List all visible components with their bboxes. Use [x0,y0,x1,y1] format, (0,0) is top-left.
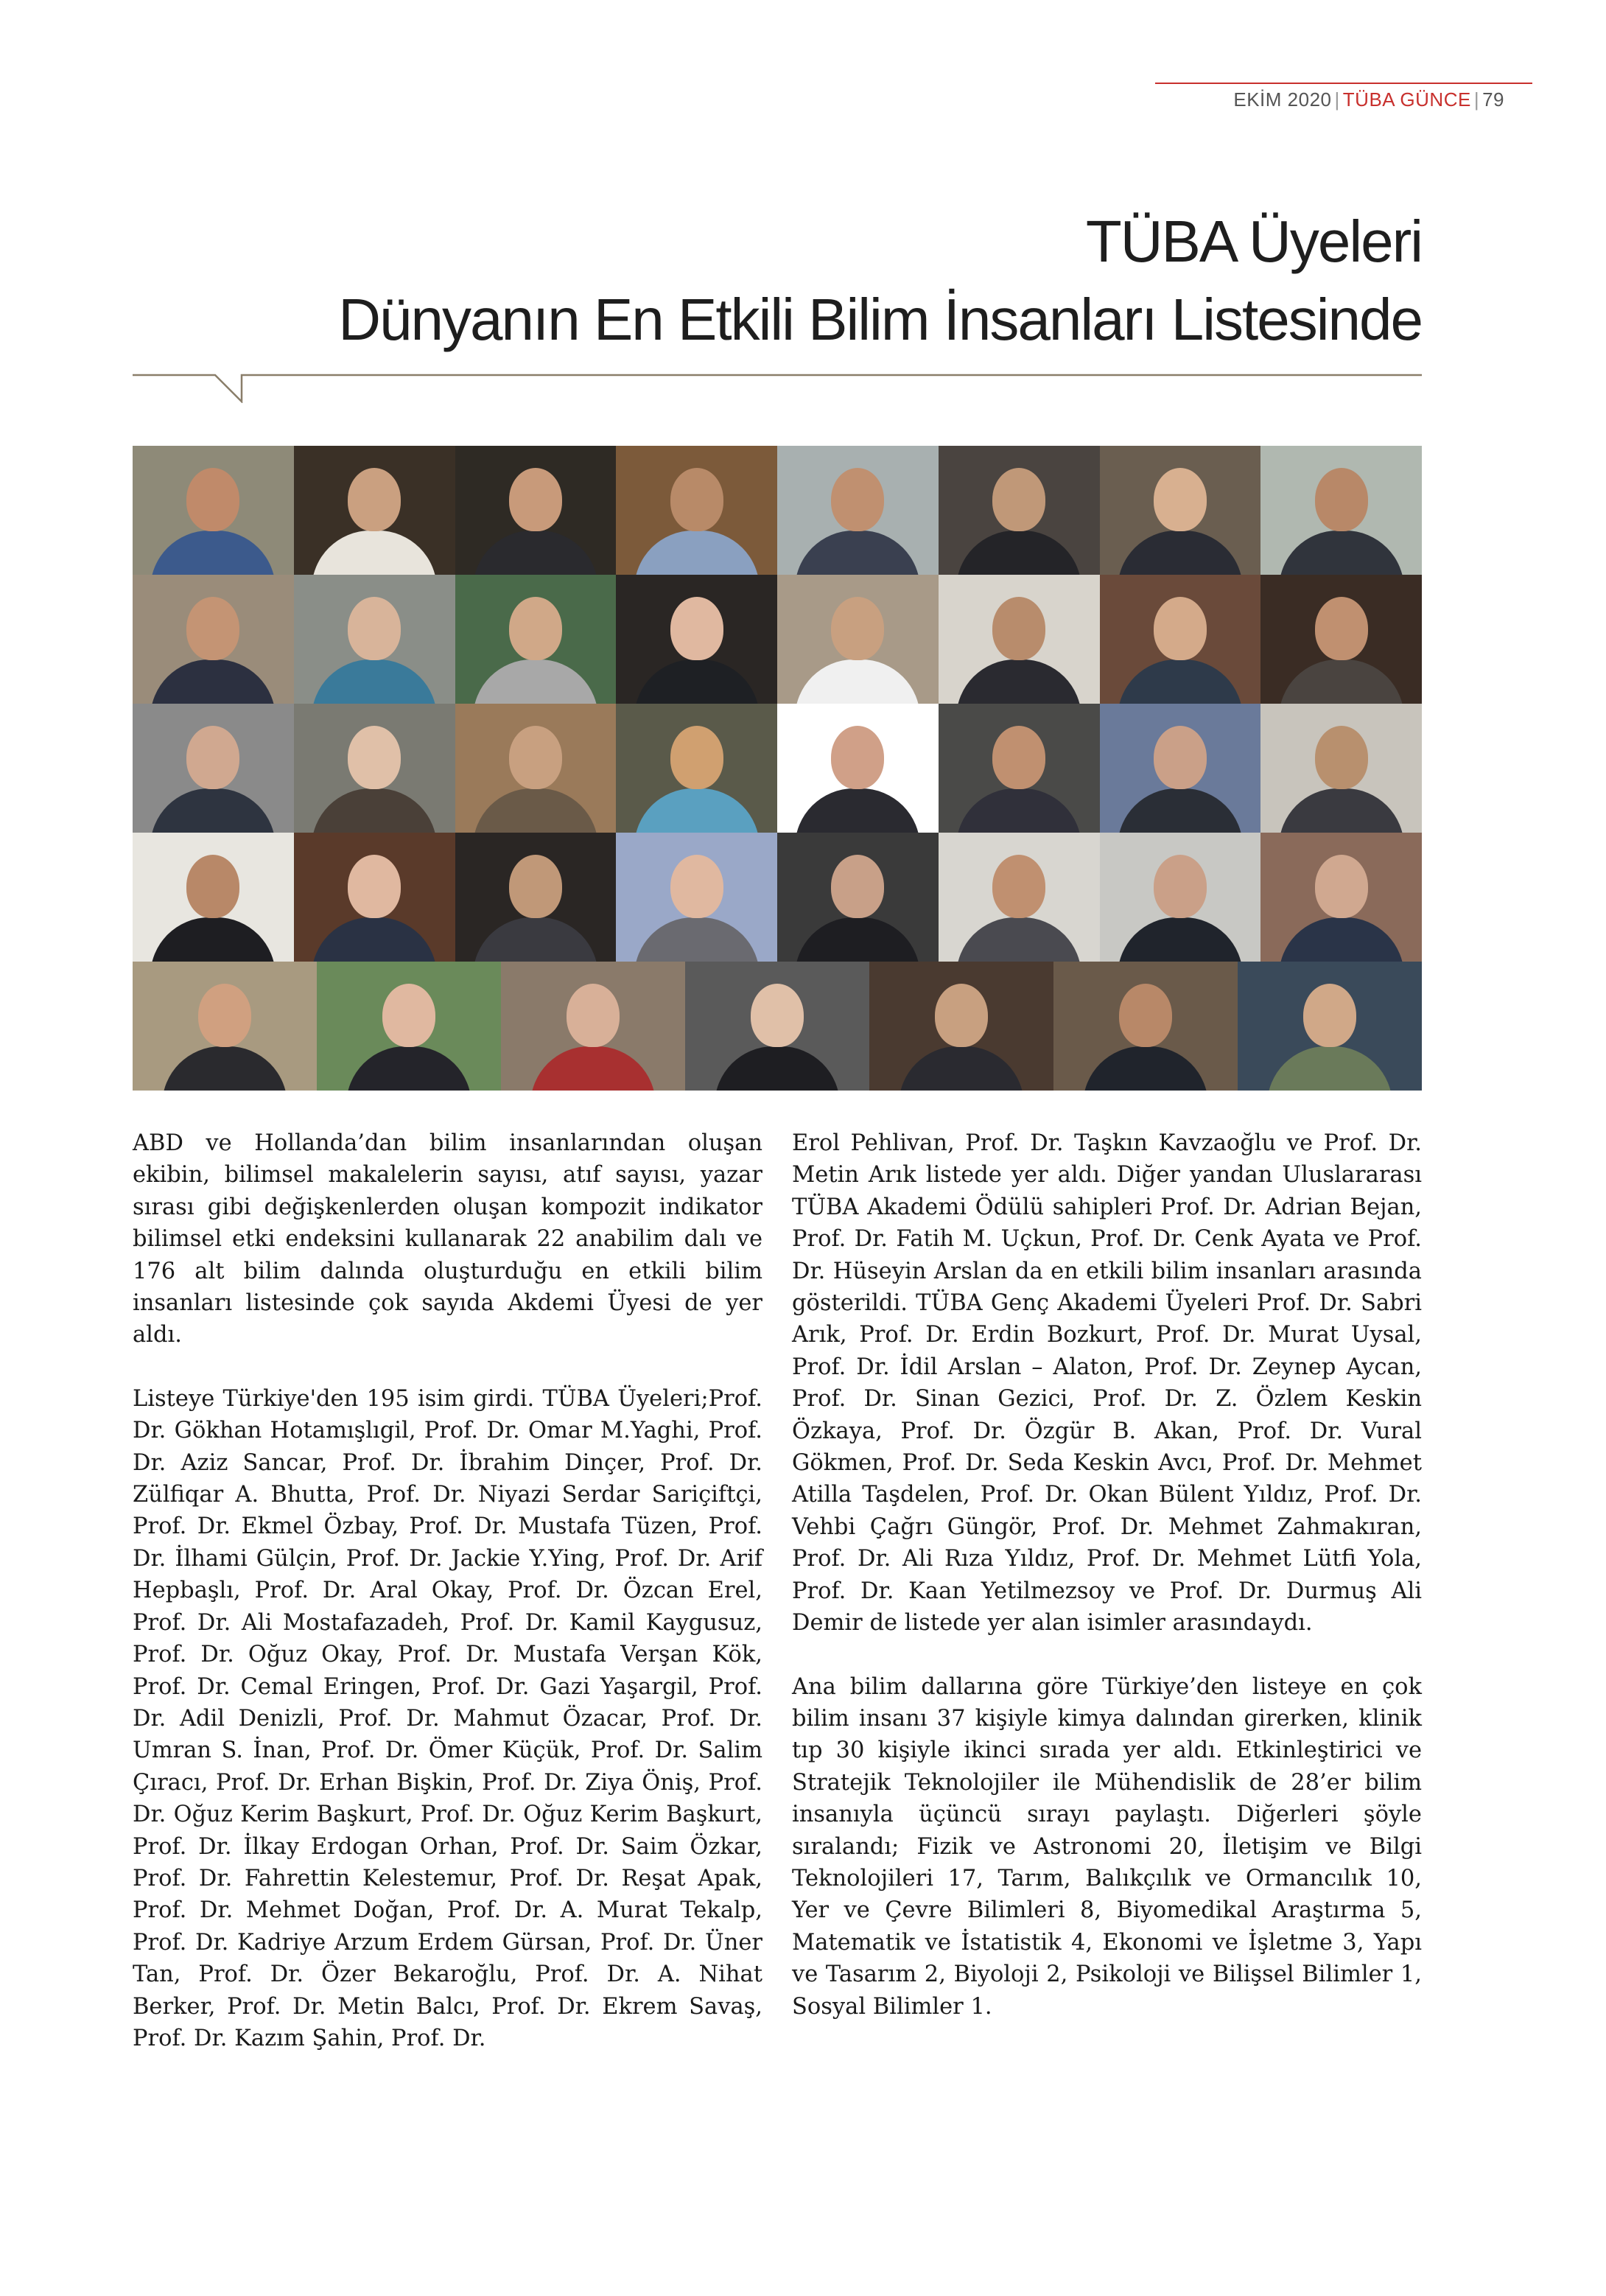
member-portrait [616,446,777,575]
portrait-shoulders [956,659,1081,704]
portrait-shoulders [150,788,276,833]
portrait-head [992,855,1045,918]
portrait-shoulders [956,788,1081,833]
portrait-shoulders [1279,917,1404,962]
portrait-shoulders [346,1046,471,1091]
portrait-head [670,597,723,660]
portrait-head [1154,468,1207,531]
title-callout-rule [133,374,1423,403]
member-portrait [1053,962,1238,1091]
portrait-head [992,597,1045,660]
portrait-shoulders [634,917,760,962]
title-line-2: Dünyanın En Etkili Bilim İnsanları Listesinde [338,287,1422,352]
portrait-shoulders [1118,659,1243,704]
portrait-shoulders [162,1046,287,1091]
member-portrait [1100,833,1261,962]
portrait-shoulders [1267,1046,1392,1091]
portrait-shoulders [634,788,760,833]
member-portrait [616,704,777,833]
running-head [1233,88,1504,111]
portrait-shoulders [530,1046,656,1091]
photo-row [133,446,1422,575]
portrait-shoulders [1118,531,1243,575]
portrait-shoulders [795,659,920,704]
member-portrait [455,704,617,833]
portrait-head [186,597,239,660]
portrait-head [1315,726,1368,789]
portrait-shoulders [473,917,598,962]
header-separator: | [1334,88,1340,111]
member-portrait [939,575,1100,704]
portrait-shoulders [473,788,598,833]
magazine-name: TÜBA GÜNCE [1342,88,1471,111]
issue-month: EKİM 2020 [1233,88,1332,111]
portrait-head [992,726,1045,789]
portrait-head [1154,726,1207,789]
portrait-head [831,855,884,918]
member-portrait [939,833,1100,962]
member-portrait [317,962,501,1091]
title-line-1: TÜBA Üyeleri [1085,209,1422,274]
article-title [338,203,1422,359]
portrait-head [348,855,401,918]
member-portrait [1100,575,1261,704]
text-column-right [792,1127,1422,2054]
member-portrait [455,833,617,962]
portrait-head [198,984,251,1047]
portrait-head [509,597,562,660]
portrait-shoulders [899,1046,1024,1091]
portrait-head [831,468,884,531]
member-portrait [294,833,455,962]
portrait-head [509,468,562,531]
portrait-head [348,468,401,531]
member-portrait [455,446,617,575]
portrait-shoulders [150,531,276,575]
member-portrait [685,962,869,1091]
portrait-head [348,726,401,789]
portrait-head [670,726,723,789]
portrait-shoulders [1279,788,1404,833]
portrait-shoulders [795,531,920,575]
member-portrait [1260,446,1422,575]
paragraph-member-list: Listeye Türkiye'den 195 isim girdi. TÜBA Üyeleri;Prof. Dr. Gökhan Hotamışlıgil, Prof. Dr. Omar M.Yaghi, Prof. Dr. Aziz Sancar, Prof. Dr. İbrahim Dinçer, Prof. Dr. Zülfiqar A. Bhutta, Prof. Dr. Niyazi Serdar Sariçiftçi, Prof. Dr. Ekmel Özbay, Prof. Dr. Mustafa Tüzen, Prof. Dr. İlhami Gülçin, Prof. Dr. Jackie Y.Ying, Prof. Dr. Arif Hepbaşlı, Prof. Dr. Aral Okay, Prof. Dr. Özcan Erel, Prof. Dr. Ali Mostafazadeh, Prof. Dr. Kamil Kaygusuz, Prof. Dr. Oğuz Okay, Prof. Dr. Mustafa Verşan Kök, Prof. Dr. Cemal Eringen, Prof. Dr. Gazi Yaşargil, Prof. Dr. Adil Denizli, Prof. Dr. Mahmut Özacar, Prof. Dr. Umran S. İnan, Prof. Dr. Ömer Küçük, Prof. Dr. Salim Çıracı, Prof. Dr. Erhan Bişkin, Prof. Dr. Ziya Öniş, Prof. Dr. Oğuz Kerim Başkurt, Prof. Dr. Oğuz Kerim Başkurt, Prof. Dr. İlkay Erdogan Orhan, Prof. Dr. Saim Özkar, Prof. Dr. Fahrettin Kelestemur, Prof. Dr. Reşat Apak, Prof. Dr. Mehmet Doğan, Prof. Dr. A. Murat Tekalp, Prof. Dr. Kadriye Arzum Erdem Gürsan, Prof. Dr. Üner Tan, Prof. Dr. Özer Bekaroğlu, Prof. Dr. A. Nihat Berker, Prof. Dr. Metin Balcı, Prof. Dr. Ekrem Savaş, Prof. Dr. Kazım Şahin, Prof. Dr. [133,1385,762,2051]
portrait-shoulders [795,917,920,962]
portrait-head [831,726,884,789]
member-portrait [777,833,939,962]
portrait-shoulders [1118,917,1243,962]
portrait-head [382,984,435,1047]
portrait-shoulders [634,659,760,704]
portrait-shoulders [1279,531,1404,575]
member-portrait [133,833,294,962]
member-portrait [1100,446,1261,575]
portrait-shoulders [795,788,920,833]
member-portrait [939,446,1100,575]
member-portrait [294,704,455,833]
portrait-head [992,468,1045,531]
portrait-head [509,726,562,789]
portrait-head [509,855,562,918]
member-portrait [294,575,455,704]
paragraph-intro: ABD ve Hollanda’dan bilim insanlarından oluşan ekibin, bilimsel makalelerin sayısı, atıf sayısı, yazar sırası gibi değişkenlerden oluşan kompozit indikator bilimsel etki endeksini kullanarak 22 anabilim dalı ve 176 alt bilim dalında oluşturduğu en etkili bilim insanları listesinde çok sayıda Akdemi Üyesi de yer aldı. [133,1130,762,1348]
portrait-shoulders [312,531,437,575]
member-portrait [133,575,294,704]
member-portrait [1238,962,1422,1091]
paragraph-award-members: Erol Pehlivan, Prof. Dr. Taşkın Kavzaoğlu ve Prof. Dr. Metin Arık listede yer aldı. Diğer yandan Uluslararası TÜBA Akademi Ödülü sahipleri Prof. Dr. Adrian Bejan, Prof. Dr. Fatih M. Uçkun, Prof. Dr. Cenk Ayata ve Prof. Dr. Hüseyin Arslan da en etkili bilim insanları arasında gösterildi. TÜBA Genç Akademi Üyeleri Prof. Dr. Sabri Arık, Prof. Dr. Erdin Bozkurt, Prof. Dr. Murat Uysal, Prof. Dr. İdil Arslan – Alaton, Prof. Dr. Zeynep Aycan, Prof. Dr. Sinan Gezici, Prof. Dr. Z. Özlem Keskin Özkaya, Prof. Dr. Özgür B. Akan, Prof. Dr. Vural Gökmen, Prof. Dr. Seda Keskin Avcı, Prof. Dr. Mehmet Atilla Taşdelen, Prof. Dr. Okan Bülent Yıldız, Prof. Dr. Vehbi Çağrı Güngör, Prof. Dr. Mehmet Zahmakıran, Prof. Dr. Ali Rıza Yıldız, Prof. Dr. Mehmet Lütfi Yola, Prof. Dr. Kaan Yetilmezsoy ve Prof. Dr. Durmuş Ali Demir de listede yer alan isimler arasındaydı. [792,1130,1422,1637]
portrait-shoulders [1118,788,1243,833]
member-portrait [777,704,939,833]
member-portrait [294,446,455,575]
text-column-left [133,1127,762,2086]
member-portrait [455,575,617,704]
portrait-shoulders [1279,659,1404,704]
portrait-head [1315,468,1368,531]
member-portrait [1100,704,1261,833]
member-portrait [133,962,317,1091]
member-portrait [133,704,294,833]
portrait-head [186,468,239,531]
member-portrait [133,446,294,575]
portrait-head [186,726,239,789]
member-portrait [1260,833,1422,962]
photo-row [133,833,1422,962]
member-portrait [777,446,939,575]
paragraph-discipline-stats: Ana bilim dallarına göre Türkiye’den listeye en çok bilim insanı 37 kişiyle kimya dalından girerken, klinik tıp 30 kişiyle ikinci sırada yer aldı. Etkinleştirici ve Stratejik Teknolojiler ile Mühendislik de 28’er bilim insanıyla üçüncü sırayı paylaştı. Diğerleri şöyle sıralandı; Fizik ve Astronomi 20, İletişim ve Bilgi Teknolojileri 17, Tarım, Balıkçılık ve Ormancılık 10, Yer ve Çevre Bilimleri 8, Biyomedikal Araştırma 5, Matematik ve İstatistik 4, Ekonomi ve İşletme 3, Yapı ve Tasarım 2, Biyoloji 2, Psikoloji ve Bilişsel Bilimler 1, Sosyal Bilimler 1. [792,1673,1422,2020]
portrait-head [670,855,723,918]
portrait-shoulders [1083,1046,1208,1091]
portrait-head [670,468,723,531]
portrait-head [1154,855,1207,918]
member-photo-grid [133,446,1422,1091]
portrait-head [751,984,804,1047]
header-separator: | [1473,88,1480,111]
portrait-shoulders [715,1046,840,1091]
portrait-shoulders [473,531,598,575]
portrait-shoulders [473,659,598,704]
portrait-shoulders [634,531,760,575]
portrait-head [935,984,988,1047]
portrait-shoulders [956,531,1081,575]
member-portrait [616,833,777,962]
member-portrait [1260,575,1422,704]
portrait-head [1315,597,1368,660]
member-portrait [777,575,939,704]
portrait-head [186,855,239,918]
portrait-head [567,984,620,1047]
member-portrait [501,962,685,1091]
member-portrait [939,704,1100,833]
portrait-shoulders [312,917,437,962]
portrait-head [1303,984,1356,1047]
member-portrait [869,962,1053,1091]
portrait-shoulders [312,788,437,833]
photo-row [133,575,1422,704]
portrait-head [1119,984,1172,1047]
portrait-shoulders [956,917,1081,962]
portrait-shoulders [312,659,437,704]
page-number: 79 [1482,88,1504,111]
portrait-head [831,597,884,660]
member-portrait [1260,704,1422,833]
photo-row [133,704,1422,833]
portrait-shoulders [150,659,276,704]
photo-row [133,962,1422,1091]
header-rule [1155,83,1532,84]
portrait-shoulders [150,917,276,962]
portrait-head [348,597,401,660]
portrait-head [1315,855,1368,918]
member-portrait [616,575,777,704]
portrait-head [1154,597,1207,660]
